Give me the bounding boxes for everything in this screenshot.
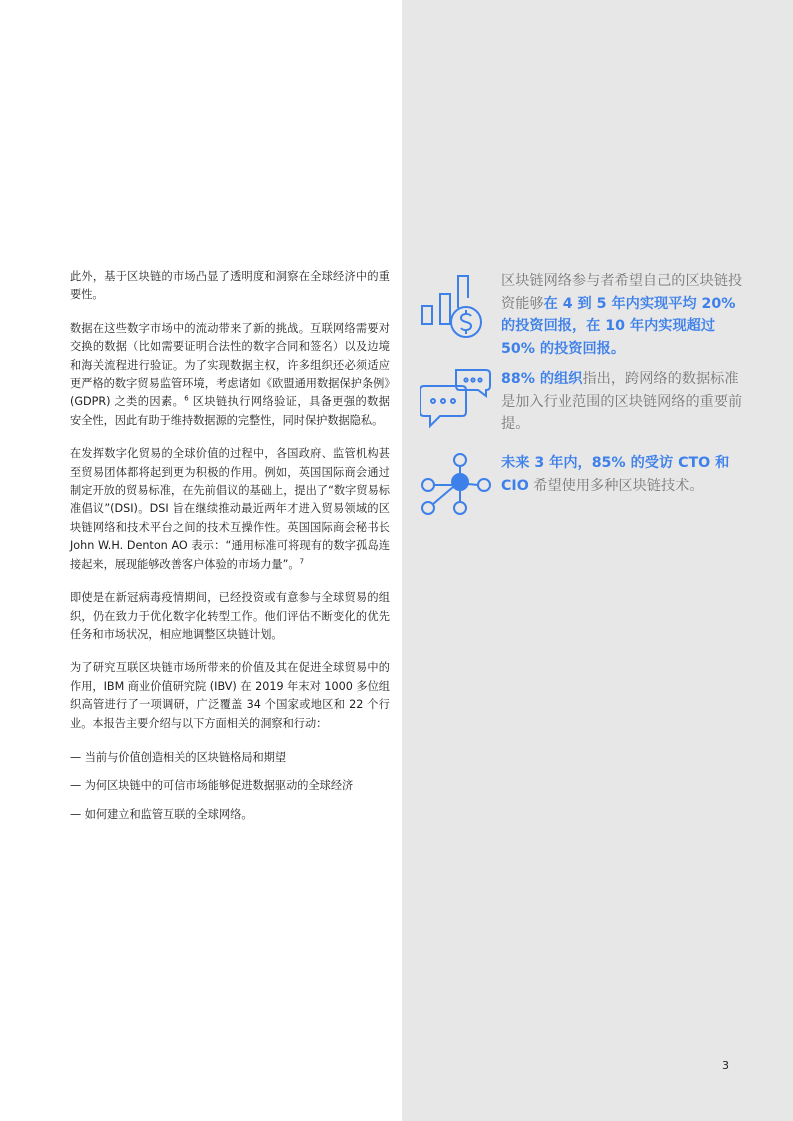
paragraph-2 [70, 320, 390, 430]
sidebar-panel [402, 0, 793, 1121]
footnote-ref-7[interactable]: 7 [299, 556, 305, 565]
stat-investment-return [420, 270, 750, 370]
bar-chart-dollar-icon [420, 270, 492, 340]
bullet-item: — 为何区块链中的可信市场能够促进数据驱动的全球经济 [70, 779, 354, 793]
paragraph-2-text-b: 区块链执行网络验证，具备更强的数据安全性，因此有助于维持数据源的完整性，同时保护数据隐私。 [70, 395, 390, 427]
paragraph-5: 为了研究互联区块链市场所带来的价值及其在促进全球贸易中的作用，IBM 商业价值研究院 (IBV) 在 2019 年末对 1000 多位组织高管进行了一项调研，广泛覆盖 34 个国家或地区和 22 个行业。本报告主要介绍与以下方面相关的洞察和行动： [70, 661, 390, 730]
footnote-ref-6[interactable]: 6 [184, 394, 189, 403]
paragraph-4: 即使是在新冠病毒疫情期间，已经投资或有意参与全球贸易的组织，仍在致力于优化数字化转型工作。他们评估不断变化的优先任务和市场状况，相应地调整区块链计划。 [70, 591, 390, 641]
paragraph-3-text: 在发挥数字化贸易的全球价值的过程中，各国政府、监管机构甚至贸易团体都将起到更为积极的作用。例如，英国国际商会通过制定开放的贸易标准，在先前倡议的基础上，提出了“数字贸易标准倡议”(DSI)。DSI 旨在继续推动最近两年才进入贸易领域的区块链网络和技术平台之间的技术互操作性。英国国际商会秘书长 John W.H. Denton AO 表示：“通用标准可将现有的数字孤岛连接起来，展现能够改善客户体验的市场力量”。 [70, 447, 390, 571]
bullet-item: — 当前与价值创造相关的区块链格局和期望 [70, 750, 287, 764]
bullet-item: — 如何建立和监管互联的全球网络。 [70, 807, 253, 821]
chat-bubbles-icon [420, 368, 492, 438]
stat-3-text: 未来 3 年内，85% 的受访 CTO 和 CIO 希望使用多种区块链技术。 [501, 455, 730, 494]
page-number: 3 [722, 1059, 729, 1072]
network-nodes-icon [420, 452, 492, 518]
stat-2-text: 88% 的组织指出，跨网络的数据标准是加入行业范围的区块链网络的重要前提。 [501, 371, 743, 433]
paragraph-1: 此外，基于区块链的市场凸显了透明度和洞察在全球经济中的重要性。 [70, 270, 390, 302]
paragraph-2-text-a: 数据在这些数字市场中的流动带来了新的挑战。互联网络需要对交换的数据（比如需要证明合法性的数字合同和签名）以及边境和海关流程进行验证。为了实现数据主权，许多组织还必须适应更严格的数字贸易监管环境，考虑诸如《欧盟通用数据保护条例》(GDPR) 之类的因素。 [70, 321, 390, 409]
body-column [70, 268, 390, 834]
stat-1-text: 区块链网络参与者希望自己的区块链投资能够在 4 到 5 年内实现平均 20% 的投资回报，在 10 年内实现超过 50% 的投资回报。 [501, 273, 743, 357]
paragraph-3 [70, 445, 390, 574]
stat-multiple-blockchains [420, 452, 750, 552]
